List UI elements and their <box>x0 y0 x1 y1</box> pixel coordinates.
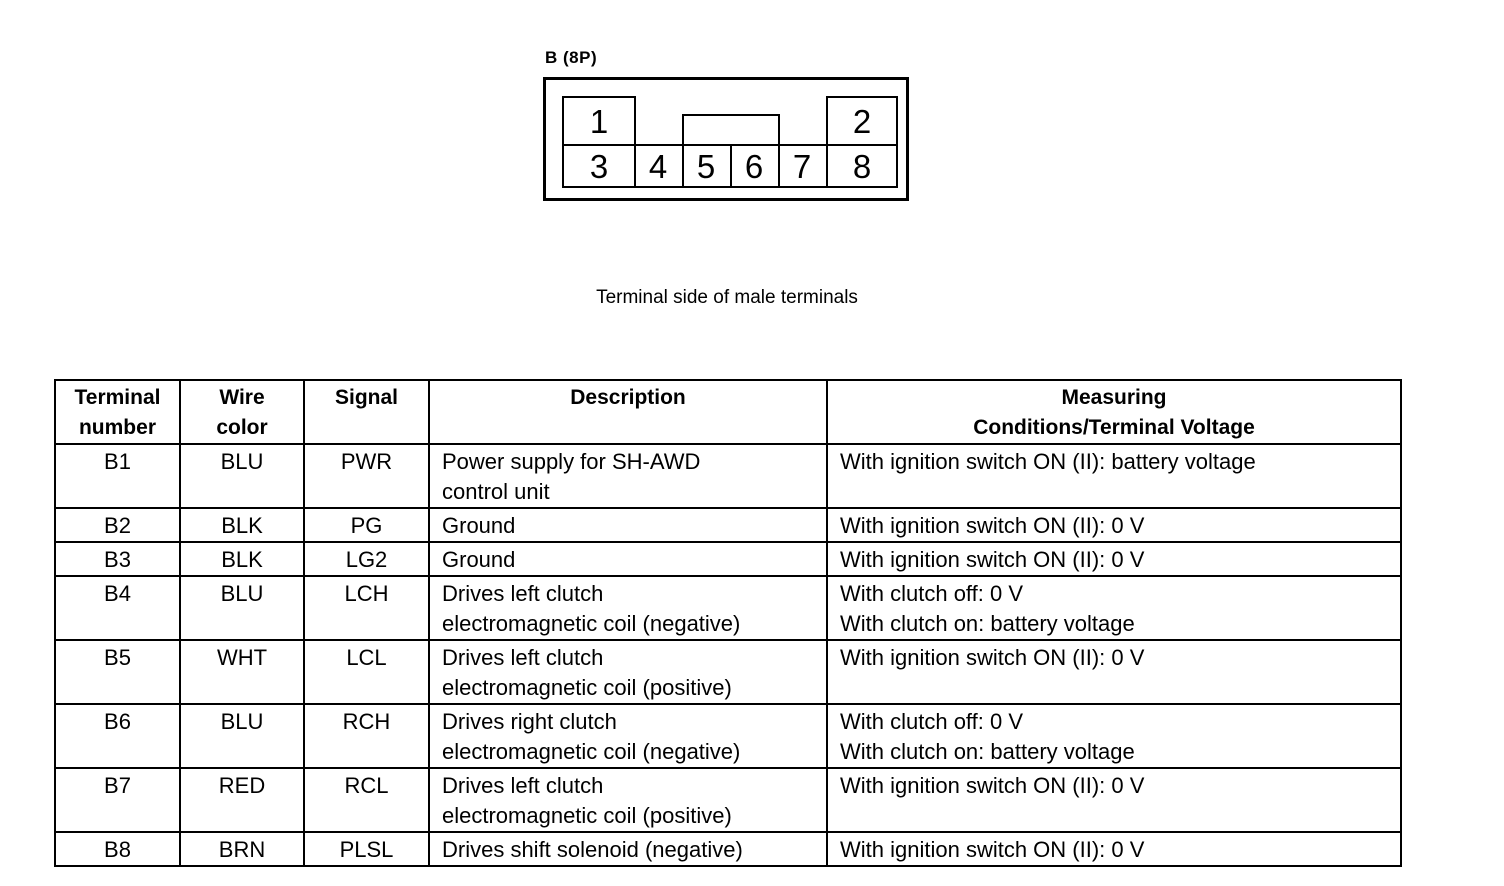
pin-5: 5 <box>696 147 716 185</box>
pin-7: 7 <box>792 147 812 185</box>
pin-4: 4 <box>648 147 668 185</box>
connector-diagram <box>543 77 909 201</box>
cell-terminal: B7 <box>55 768 180 832</box>
cell-measuring: With ignition switch ON (II): 0 V <box>827 640 1401 704</box>
pin-6: 6 <box>744 147 764 185</box>
cell-measuring: With ignition switch ON (II): 0 V <box>827 768 1401 832</box>
pin-8: 8 <box>852 147 872 185</box>
cell-wire-color: BLU <box>180 576 304 640</box>
cell-description: Ground <box>429 508 827 542</box>
cell-terminal: B8 <box>55 832 180 866</box>
header-wire-color: Wire color <box>180 380 304 444</box>
cell-wire-color: BLK <box>180 508 304 542</box>
pin-3: 3 <box>589 147 609 185</box>
cell-terminal: B4 <box>55 576 180 640</box>
table-row <box>55 832 1401 866</box>
cell-signal: RCH <box>304 704 429 768</box>
cell-description: Power supply for SH-AWD control unit <box>429 444 827 508</box>
cell-description: Drives left clutch electromagnetic coil (positive) <box>429 640 827 704</box>
cell-description: Drives left clutch electromagnetic coil (negative) <box>429 576 827 640</box>
cell-wire-color: BLU <box>180 444 304 508</box>
cell-measuring: With ignition switch ON (II): battery voltage <box>827 444 1401 508</box>
cell-wire-color: BLK <box>180 542 304 576</box>
cell-wire-color: BLU <box>180 704 304 768</box>
cell-description: Ground <box>429 542 827 576</box>
cell-measuring: With clutch off: 0 V With clutch on: battery voltage <box>827 704 1401 768</box>
table-row <box>55 444 1401 508</box>
table-header-row <box>55 380 1401 444</box>
cell-description: Drives shift solenoid (negative) <box>429 832 827 866</box>
cell-terminal: B5 <box>55 640 180 704</box>
cell-signal: PLSL <box>304 832 429 866</box>
table-row <box>55 640 1401 704</box>
terminal-table <box>54 379 1402 867</box>
cell-measuring: With clutch off: 0 V With clutch on: battery voltage <box>827 576 1401 640</box>
cell-measuring: With ignition switch ON (II): 0 V <box>827 542 1401 576</box>
cell-wire-color: BRN <box>180 832 304 866</box>
header-measuring: Measuring Conditions/Terminal Voltage <box>827 380 1401 444</box>
cell-wire-color: WHT <box>180 640 304 704</box>
cell-measuring: With ignition switch ON (II): 0 V <box>827 832 1401 866</box>
connector-keyway <box>682 114 780 146</box>
cell-description: Drives right clutch electromagnetic coil (negative) <box>429 704 827 768</box>
cell-signal: LG2 <box>304 542 429 576</box>
table-row <box>55 542 1401 576</box>
header-description: Description <box>429 380 827 444</box>
cell-signal: PWR <box>304 444 429 508</box>
cell-terminal: B3 <box>55 542 180 576</box>
cell-wire-color: RED <box>180 768 304 832</box>
connector-caption: Terminal side of male terminals <box>596 287 858 308</box>
connector-label: B (8P) <box>545 48 598 67</box>
pin-2: 2 <box>826 96 898 146</box>
cell-measuring: With ignition switch ON (II): 0 V <box>827 508 1401 542</box>
cell-terminal: B1 <box>55 444 180 508</box>
table-row <box>55 704 1401 768</box>
header-signal: Signal <box>304 380 429 444</box>
cell-description: Drives left clutch electromagnetic coil (positive) <box>429 768 827 832</box>
cell-terminal: B6 <box>55 704 180 768</box>
cell-signal: LCL <box>304 640 429 704</box>
table-row <box>55 508 1401 542</box>
header-terminal-number: Terminal number <box>55 380 180 444</box>
cell-terminal: B2 <box>55 508 180 542</box>
table-row <box>55 576 1401 640</box>
cell-signal: LCH <box>304 576 429 640</box>
cell-signal: RCL <box>304 768 429 832</box>
pin-1: 1 <box>562 96 636 146</box>
table-row <box>55 768 1401 832</box>
cell-signal: PG <box>304 508 429 542</box>
